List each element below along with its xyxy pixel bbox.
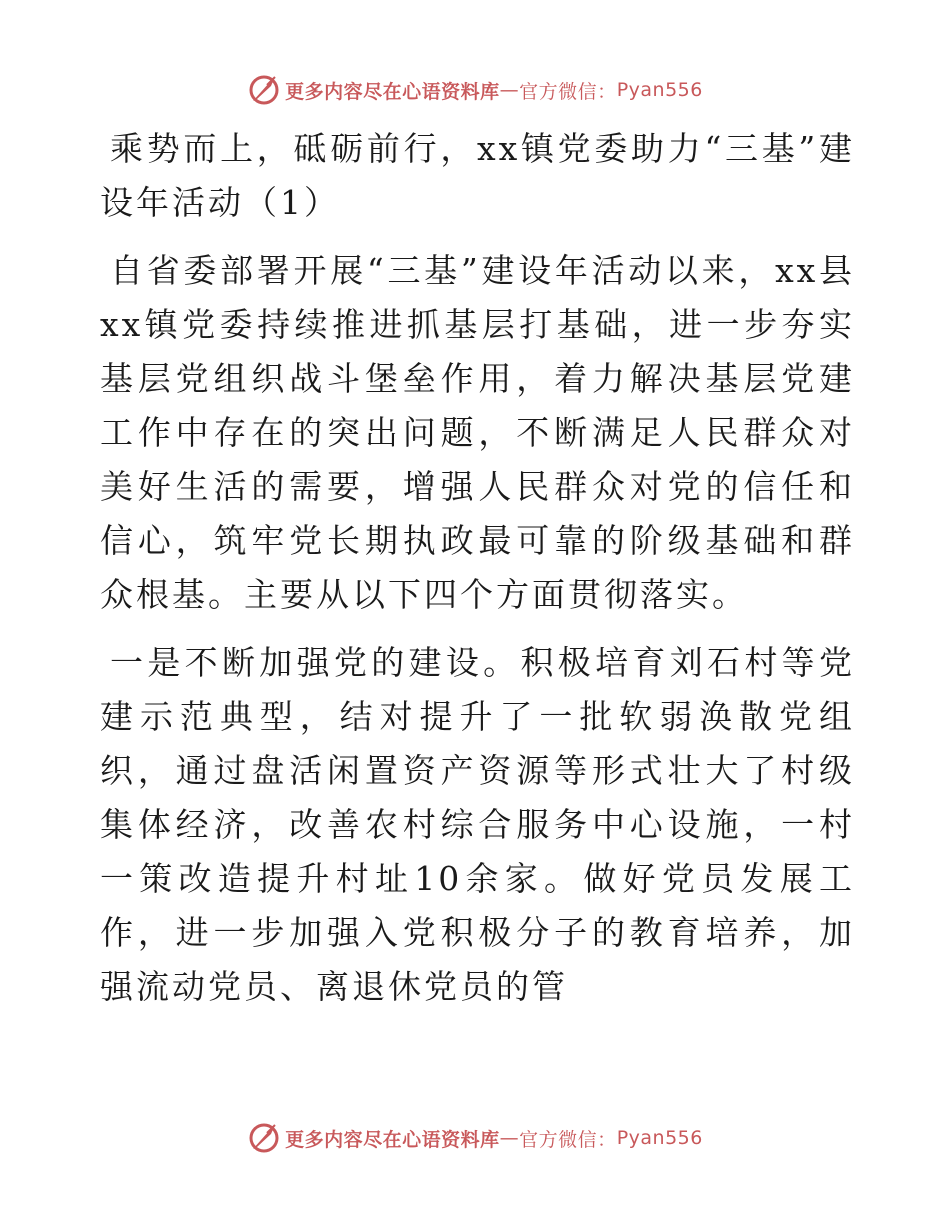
watermark-wechat-id: Pyan556 (616, 1127, 703, 1149)
quill-logo-icon (247, 1121, 281, 1155)
paragraph-1: 自省委部署开展“三基”建设年活动以来，xx县xx镇党委持续推进抓基层打基础，进一步夯实基层党组织战斗堡垒作用，着力解决基层党建工作中存在的突出问题，不断满足人民群众对美好生活的需要，增强人民群众对党的信任和信心，筑牢党长期执政最可靠的阶级基础和群众根基。主要从以下四个方面贯彻落实。 (100, 251, 855, 614)
watermark-main-text: 更多内容尽在心语资料库 (285, 80, 500, 103)
watermark-dash: — (499, 79, 520, 101)
watermark-wechat-id: Pyan556 (616, 79, 703, 101)
header-watermark (0, 70, 950, 110)
document-body (100, 122, 855, 1014)
watermark-main-text: 更多内容尽在心语资料库 (285, 1128, 500, 1151)
footer-watermark (0, 1118, 950, 1158)
watermark-dash: — (499, 1127, 520, 1149)
paragraph-2: 一是不断加强党的建设。积极培育刘石村等党建示范典型，结对提升了一批软弱涣散党组织，通过盘活闲置资产资源等形式壮大了村级集体经济，改善农村综合服务中心设施，一村一策改造提升村址10余家。做好党员发展工作，进一步加强入党积极分子的教育培养，加强流动党员、离退休党员的管 (100, 643, 855, 1006)
watermark-official-label: 官方微信： (519, 1128, 617, 1151)
document-title: 乘势而上，砥砺前行，xx镇党委助力“三基”建设年活动（1） (100, 129, 855, 222)
watermark-official-label: 官方微信： (519, 80, 617, 103)
quill-logo-icon (247, 73, 281, 107)
